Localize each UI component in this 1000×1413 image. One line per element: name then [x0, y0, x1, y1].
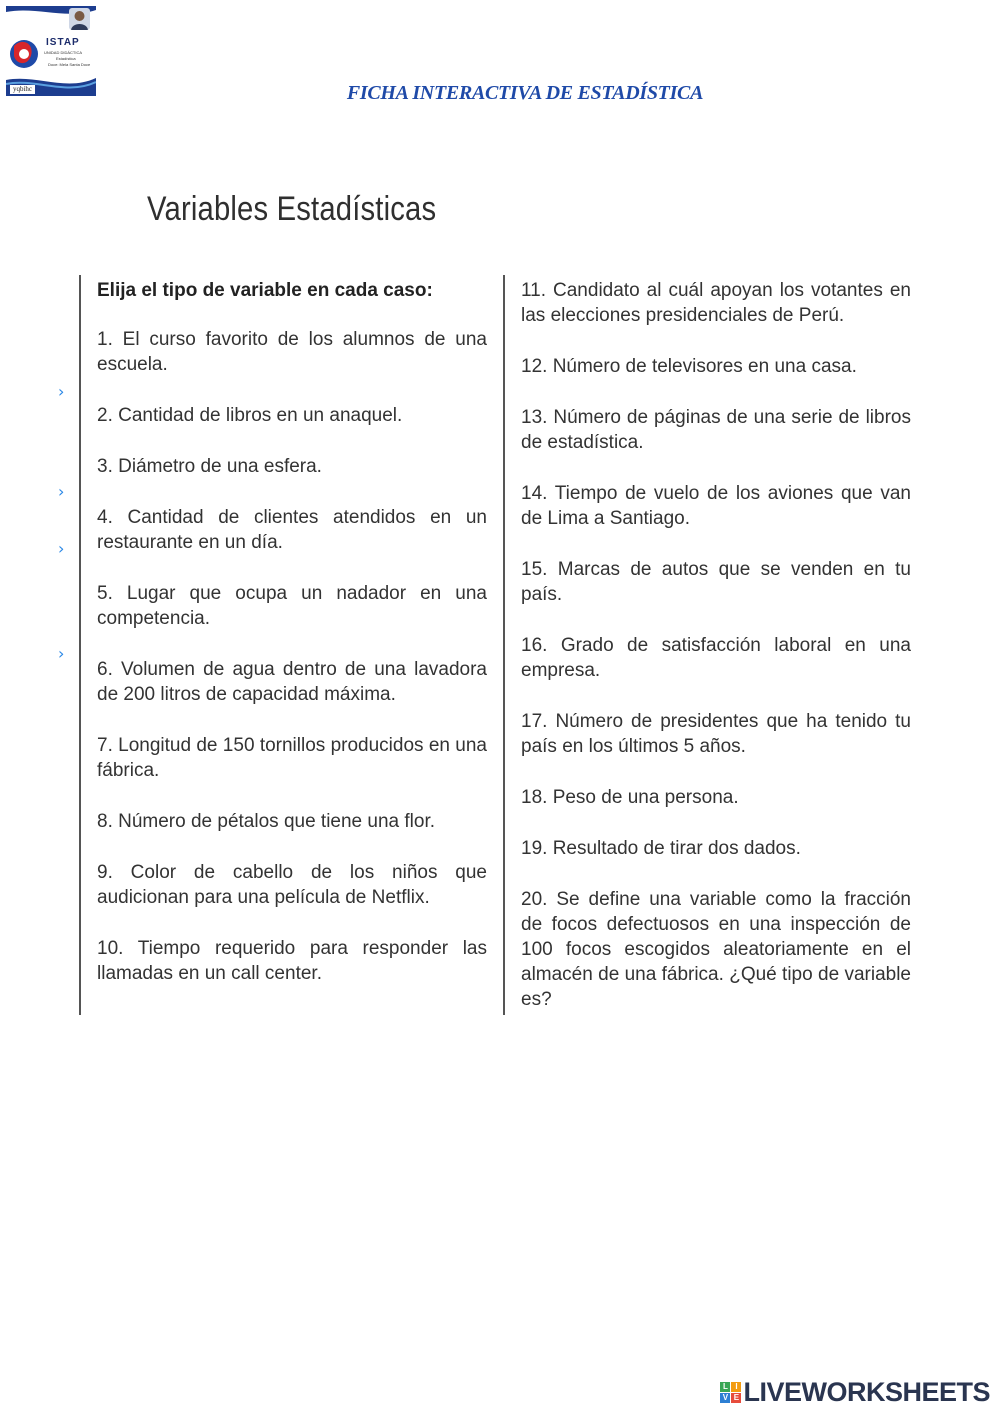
arrow-marker-icon: ›: [58, 644, 65, 663]
right-column: [521, 278, 911, 1038]
liveworksheets-footer[interactable]: [720, 1377, 990, 1408]
logo-brand: ISTAP: [46, 37, 80, 48]
left-column: [97, 278, 487, 1012]
logo-letter-v: V: [720, 1393, 730, 1403]
question-item: 4. Cantidad de clientes atendidos en un restaurante en un día.: [97, 507, 487, 553]
logo-teacher: Doce: Mela Santa Doce: [48, 62, 91, 67]
question-item: 3. Diámetro de una esfera.: [97, 456, 322, 477]
question-item: 7. Longitud de 150 tornillos producidos en una fábrica.: [97, 735, 487, 781]
question-item: 17. Número de presidentes que ha tenido tu país en los últimos 5 años.: [521, 711, 911, 757]
header-title: FICHA INTERACTIVA DE ESTADÍSTICA: [346, 82, 704, 104]
question-item: 6. Volumen de agua dentro de una lavadora de 200 litros de capacidad máxima.: [97, 659, 487, 705]
question-item: 15. Marcas de autos que se venden en tu país.: [521, 559, 911, 605]
instruction-text: Elija el tipo de variable en cada caso:: [97, 280, 433, 301]
arrow-marker-icon: ›: [58, 539, 65, 558]
question-item: 5. Lugar que ocupa un nadador en una competencia.: [97, 583, 487, 629]
question-item: 10. Tiempo requerido para responder las llamadas en un call center.: [97, 938, 487, 984]
worksheet-code: yqbihc: [10, 85, 35, 94]
question-item: 13. Número de páginas de una serie de libros de estadística.: [521, 407, 911, 453]
question-item: 16. Grado de satisfacción laboral en una empresa.: [521, 635, 911, 681]
arrow-marker-icon: ›: [58, 382, 65, 401]
liveworksheets-logo-icon: [720, 1382, 741, 1403]
question-item: 18. Peso de una persona.: [521, 787, 739, 808]
logo-unit: UNIDAD DIDÁCTICA: [44, 50, 83, 55]
question-item: 20. Se define una variable como la fracción de focos defectuosos en una inspección de 100 focos escogidos aleatoriamente en el almacén de una fábrica. ¿Qué tipo de variable es?: [521, 889, 911, 1010]
question-item: 19. Resultado de tirar dos dados.: [521, 838, 801, 859]
arrow-marker-icon: ›: [58, 482, 65, 501]
person-icon: [69, 8, 90, 30]
question-item: 12. Número de televisores en una casa.: [521, 356, 857, 377]
question-item: 1. El curso favorito de los alumnos de una escuela.: [97, 329, 487, 375]
question-item: 8. Número de pétalos que tiene una flor.: [97, 811, 436, 832]
center-divider: [503, 275, 505, 1015]
logo-letter-l: L: [720, 1382, 730, 1392]
logo-letter-i: I: [731, 1382, 741, 1392]
question-item: 9. Color de cabello de los niños que audicionan para una película de Netflix.: [97, 862, 487, 908]
liveworksheets-brand: LIVEWORKSHEETS: [743, 1377, 990, 1407]
question-item: 2. Cantidad de libros en un anaquel.: [97, 405, 403, 426]
teacher-photo: [69, 8, 90, 30]
left-divider: [79, 275, 81, 1015]
question-item: 11. Candidato al cuál apoyan los votantes en las elecciones presidenciales de Perú.: [521, 280, 911, 326]
page-title: Variables Estadísticas: [147, 190, 437, 228]
logo-subject: Estadística: [56, 56, 76, 61]
logo-letter-e: E: [731, 1393, 741, 1403]
question-item: 14. Tiempo de vuelo de los aviones que van de Lima a Santiago.: [521, 483, 911, 529]
